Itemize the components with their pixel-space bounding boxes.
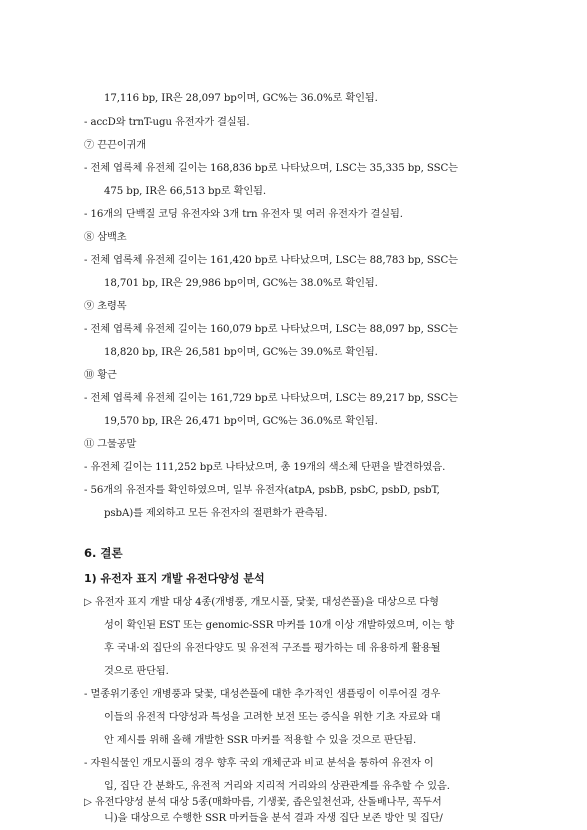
text-line: 19,570 bp, IR은 26,471 bp이며, GC%는 36.0%로 확인됨. [104,416,378,427]
text-line: 17,116 bp, IR은 28,097 bp이며, GC%는 36.0%로 확인됨. [104,93,378,104]
text-line: 18,820 bp, IR은 26,581 bp이며, GC%는 39.0%로 확인됨. [104,347,378,358]
text-line: ⑧ 삼백초 [84,232,127,243]
text-line: ⑩ 황근 [84,370,117,381]
text-line: 475 bp, IR은 66,513 bp로 확인됨. [104,186,267,197]
text-line: ⑨ 초령목 [84,301,127,312]
text-line: ⑪ 그물공말 [84,439,137,450]
text-line: 안 제시를 위해 올해 개발한 SSR 마커를 적용할 수 있을 것으로 판단됨. [104,735,417,746]
text-line: - 유전체 길이는 111,252 bp로 나타났으며, 총 19개의 색소체 단편을 발견하였음. [84,462,446,473]
text-line: - 전체 엽록체 유전체 길이는 161,420 bp로 나타났으며, LSC는 88,783 bp, SSC는 [84,255,458,266]
text-line: - 멸종위기종인 개병풍과 닻꽃, 대성쓴풀에 대한 추가적인 샘플링이 이루어질 경우 [84,689,441,700]
text-line: 이들의 유전적 다양성과 특성을 고려한 보전 또는 증식을 위한 기초 자료와 대 [104,712,441,723]
text-line: - accD와 trnT-ugu 유전자가 결실됨. [84,117,250,128]
text-line: - 자원식물인 개모시풀의 경우 향후 국외 개체군과 비교 분석을 통하여 유전자 이 [84,758,434,769]
section-title: 6. 결론 [84,546,123,560]
text-line: - 전체 엽록체 유전체 길이는 168,836 bp로 나타났으며, LSC는 35,335 bp, SSC는 [84,163,458,174]
text-line: ▷ 유전다양성 분석 대상 5종(매화마름, 기생꽃, 좁은잎천선과, 산돌배나무, 꼭두서 [84,797,442,808]
text-line: 니)을 대상으로 수행한 SSR 마커들을 분석 결과 자생 집단 보존 방안 및 집단/ [104,813,443,824]
text-line: 입, 집단 간 분화도, 유전적 거리와 지리적 거리와의 상관관계를 유추할 수 있음. [104,781,450,792]
text-line: - 56개의 유전자를 확인하였으며, 일부 유전자(atpA, psbB, psbC, psbD, psbT, [84,485,440,496]
text-line: 18,701 bp, IR은 29,986 bp이며, GC%는 38.0%로 확인됨. [104,278,378,289]
text-line: psbA)를 제외하고 모든 유전자의 절편화가 관측됨. [104,508,328,519]
text-line: - 16개의 단백질 코딩 유전자와 3개 trn 유전자 및 여러 유전자가 결실됨. [84,209,403,220]
text-line: ▷ 유전자 표지 개발 대상 4종(개병풍, 개모시풀, 닻꽃, 대성쓴풀)을 대상으로 다형 [84,597,439,608]
text-line: - 전체 엽록체 유전체 길이는 160,079 bp로 나타났으며, LSC는 88,097 bp, SSC는 [84,324,458,335]
subsection-title: 1) 유전자 표지 개발 유전다양성 분석 [84,572,265,585]
text-line: ⑦ 끈끈이귀개 [84,140,146,151]
text-line: 것으로 판단됨. [104,666,169,677]
text-line: 후 국내·외 집단의 유전다양도 및 유전적 구조를 평가하는 데 유용하게 활용될 [104,643,441,654]
text-line: - 전체 엽록체 유전체 길이는 161,729 bp로 나타났으며, LSC는 89,217 bp, SSC는 [84,393,458,404]
text-line: 성이 확인된 EST 또는 genomic-SSR 마커를 10개 이상 개발하였으며, 이는 향 [104,620,455,631]
